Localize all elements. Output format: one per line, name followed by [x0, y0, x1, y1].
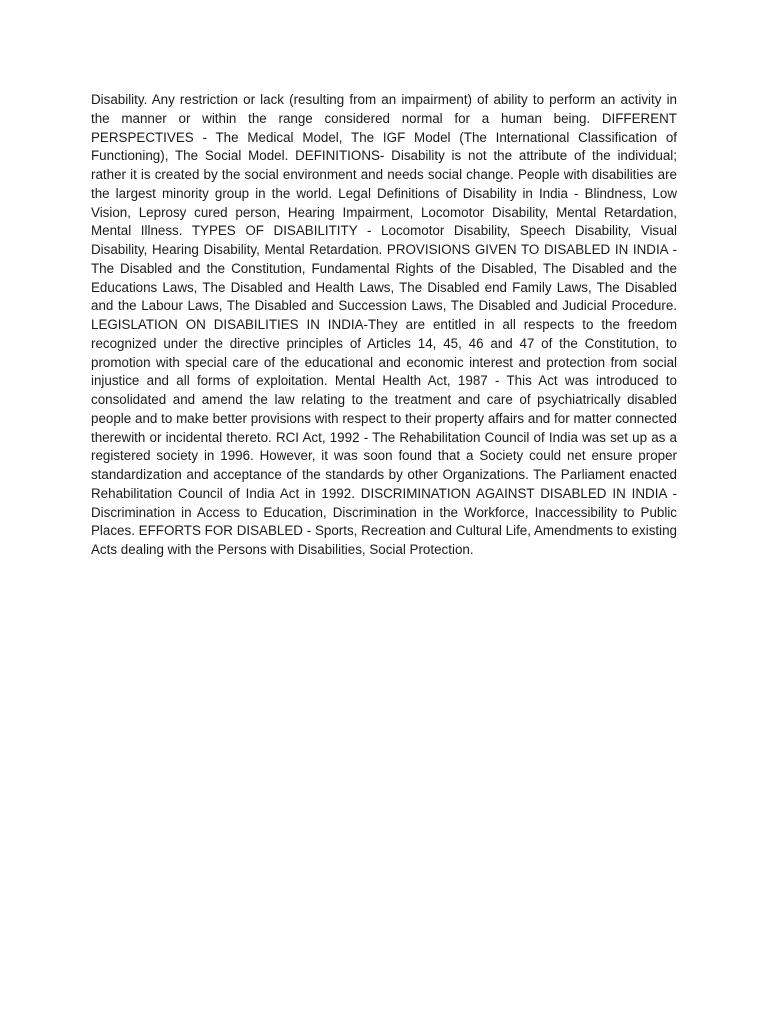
body-paragraph: Disability. Any restriction or lack (resulting from an impairment) of ability to perform an activity in the manner or within the range considered normal for a human being. DIFFERENT PERSPECTIVES - The Medical Model, The IGF Model (The International Classification of Functioning), The Social Model. DEFINITIONS- Disability is not the attribute of the individual; rather it is created by the social environment and needs social change. People with disabilities are the largest minority group in the world. Legal Definitions of Disability in India - Blindness, Low Vision, Leprosy cured person, Hearing Impairment, Locomotor Disability, Mental Retardation, Mental Illness. TYPES OF DISABILITITY - Locomotor Disability, Speech Disability, Visual Disability, Hearing Disability, Mental Retardation. PROVISIONS GIVEN TO DISABLED IN INDIA -The Disabled and the Constitution, Fundamental Rights of the Disabled, The Disabled and the Educations Laws, The Disabled and Health Laws, The Disabled end Family Laws, The Disabled and the Labour Laws, The Disabled and Succession Laws, The Disabled and Judicial Procedure. LEGISLATION ON DISABILITIES IN INDIA-They are entitled in all respects to the freedom recognized under the directive principles of Articles 14, 45, 46 and 47 of the Constitution, to promotion with special care of the educational and economic interest and protection from social injustice and all forms of exploitation. Mental Health Act, 1987 - This Act was introduced to consolidated and amend the law relating to the treatment and care of psychiatrically disabled people and to make better provisions with respect to their property affairs and for matter connected therewith or incidental thereto. RCI Act, 1992 - The Rehabilitation Council of India was set up as a registered society in 1996. However, it was soon found that a Society could net ensure proper standardization and acceptance of the standards by other Organizations. The Parliament enacted Rehabilitation Council of India Act in 1992. DISCRIMINATION AGAINST DISABLED IN INDIA - Discrimination in Access to Education, Discrimination in the Workforce, Inaccessibility to Public Places. EFFORTS FOR DISABLED - Sports, Recreation and Cultural Life, Amendments to existing Acts dealing with the Persons with Disabilities, Social Protection. — [91, 92, 677, 557]
